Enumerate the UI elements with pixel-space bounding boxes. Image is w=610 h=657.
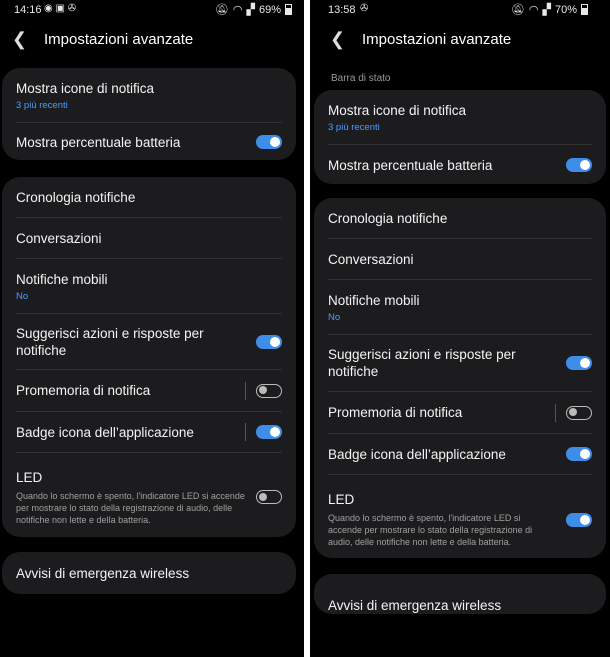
row-label: Notifiche mobili — [16, 271, 108, 287]
card-status-bar — [2, 68, 296, 160]
toggle-switch[interactable] — [256, 425, 282, 439]
status-bar — [310, 0, 610, 20]
separator — [245, 382, 246, 400]
row-sub: No — [328, 311, 341, 323]
row-app-icon-badge[interactable] — [328, 434, 592, 475]
row-notification-history[interactable] — [16, 177, 282, 218]
app-header — [310, 24, 610, 54]
battery-icon — [581, 4, 588, 15]
row-label: Mostra percentuale batteria — [328, 157, 493, 173]
row-suggest-actions[interactable] — [16, 314, 282, 370]
row-led[interactable] — [16, 453, 282, 537]
card-status-bar — [314, 90, 606, 184]
card-emergency — [314, 574, 606, 614]
row-wireless-emergency-alerts[interactable] — [16, 552, 282, 594]
row-label: Cronologia notifiche — [328, 210, 448, 226]
mute-icon: 🔕︎ — [510, 4, 525, 16]
row-floating-notifications[interactable] — [16, 259, 282, 314]
status-right-icons — [215, 3, 292, 16]
toggle-switch[interactable] — [256, 384, 282, 398]
signal-icon: ▞ — [246, 4, 255, 16]
row-label: Cronologia notifiche — [16, 189, 136, 205]
section-label: Barra di stato — [331, 73, 391, 84]
row-label: Suggerisci azioni e risposte per notifiche — [16, 325, 204, 358]
row-conversations[interactable] — [16, 218, 282, 259]
separator — [245, 423, 246, 441]
row-label: Promemoria di notifica — [328, 405, 463, 420]
status-time: 14:16 — [14, 4, 42, 16]
row-label: Conversazioni — [328, 251, 414, 267]
row-sub: 3 più recenti — [328, 121, 380, 133]
toggle-switch[interactable] — [256, 490, 282, 504]
row-label: Avvisi di emergenza wireless — [16, 565, 190, 581]
back-arrow-icon[interactable]: ❮ — [12, 28, 28, 49]
card-notifications — [2, 177, 296, 537]
row-label: Mostra icone di notifica — [328, 102, 467, 118]
wifi-icon: ◠ — [232, 4, 243, 16]
app-header — [0, 24, 304, 54]
page-title: Impostazioni avanzate — [362, 30, 512, 48]
row-notification-reminder[interactable] — [328, 392, 592, 434]
row-label: Notifiche mobili — [328, 292, 420, 308]
toggle-switch[interactable] — [566, 158, 592, 172]
status-bar — [0, 0, 304, 20]
row-notification-history[interactable] — [328, 198, 592, 239]
toggle-switch[interactable] — [256, 335, 282, 349]
notification-icons: ◉ ▣ ✇ — [44, 3, 77, 14]
row-sub: 3 più recenti — [16, 99, 68, 111]
toggle-switch[interactable] — [566, 513, 592, 527]
row-label: LED — [328, 492, 355, 507]
row-suggest-actions[interactable] — [328, 335, 592, 392]
toggle-switch[interactable] — [566, 356, 592, 370]
mute-icon: 🔕︎ — [214, 4, 229, 16]
toggle-switch[interactable] — [566, 406, 592, 420]
page-title: Impostazioni avanzate — [44, 30, 194, 48]
battery-icon — [285, 4, 292, 15]
row-wireless-emergency-alerts[interactable] — [328, 574, 592, 614]
battery-percent: 70% — [554, 3, 577, 16]
row-app-icon-badge[interactable] — [16, 412, 282, 453]
card-emergency — [2, 552, 296, 594]
row-description: Quando lo schermo è spento, l'indicatore LED si accende per mostrare lo stato della registrazione di audio, delle notifiche non lette e della batteria. — [16, 490, 245, 525]
back-arrow-icon[interactable]: ❮ — [330, 28, 346, 49]
row-label: Conversazioni — [16, 230, 102, 246]
toggle-switch[interactable] — [566, 447, 592, 461]
card-notifications — [314, 198, 606, 558]
row-label: Badge icona dell’applicazione — [328, 446, 506, 462]
notification-icons: ✇ — [360, 3, 369, 14]
row-conversations[interactable] — [328, 239, 592, 280]
row-label: Avvisi di emergenza wireless — [328, 598, 502, 613]
status-right-icons — [511, 3, 588, 16]
row-label: LED — [16, 469, 43, 485]
battery-percent: 69% — [258, 3, 281, 16]
wifi-icon: ◠ — [528, 4, 539, 16]
row-notification-reminder[interactable] — [16, 370, 282, 412]
toggle-switch[interactable] — [256, 135, 282, 149]
signal-icon: ▞ — [542, 4, 551, 16]
row-battery-percentage[interactable] — [328, 145, 592, 184]
separator — [555, 404, 556, 422]
row-label: Mostra percentuale batteria — [16, 134, 181, 150]
phone-right — [310, 0, 610, 657]
status-time: 13:58 — [328, 4, 356, 16]
row-show-notification-icons[interactable] — [16, 68, 282, 123]
row-led[interactable] — [328, 475, 592, 558]
row-description: Quando lo schermo è spento, l'indicatore LED si accende per mostrare lo stato della registrazione di audio, delle notifiche non lette e della batteria. — [328, 513, 533, 547]
row-label: Suggerisci azioni e risposte per notifiche — [328, 347, 516, 379]
row-battery-percentage[interactable] — [16, 123, 282, 160]
row-sub: No — [16, 290, 29, 302]
row-show-notification-icons[interactable] — [328, 90, 592, 145]
row-floating-notifications[interactable] — [328, 280, 592, 335]
phone-left — [0, 0, 304, 657]
row-label: Badge icona dell’applicazione — [16, 424, 194, 440]
row-label: Promemoria di notifica — [16, 383, 151, 398]
row-label: Mostra icone di notifica — [16, 80, 155, 96]
